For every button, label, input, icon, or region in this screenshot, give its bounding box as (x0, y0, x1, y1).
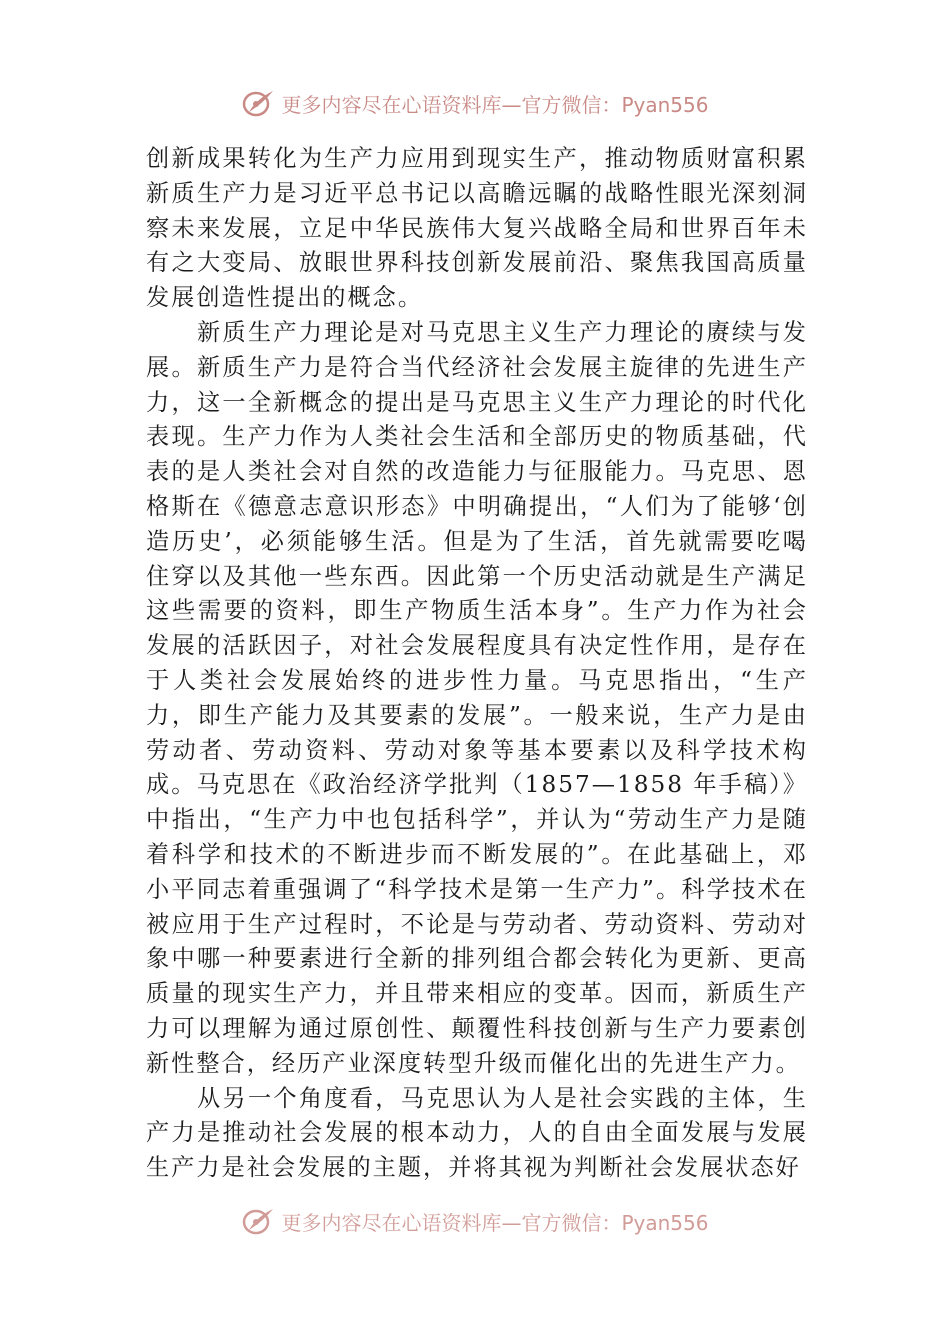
paragraph-2: 新质生产力理论是对马克思主义生产力理论的赓续与发展。新质生产力是符合当代经济社会发展主旋律的先进生产力，这一全新概念的提出是马克思主义生产力理论的时代化表现。生产力作为人类社会生活和全部历史的物质基础，代表的是人类社会对自然的改造能力与征服能力。马克思、恩格斯在《德意志意识形态》中明确提出，“人们为了能够‘创造历史’，必须能够生活。但是为了生活，首先就需要吃喝住穿以及其他一些东西。因此第一个历史活动就是生产满足这些需要的资料，即生产物质生活本身”。生产力作为社会发展的活跃因子，对社会发展程度具有决定性作用，是存在于人类社会发展始终的进步性力量。马克思指出，“生产力，即生产能力及其要素的发展”。一般来说，生产力是由劳动者、劳动资料、劳动对象等基本要素以及科学技术构成。马克思在《政治经济学批判（1857—1858 年手稿）》中指出，“生产力中也包括科学”，并认为“劳动生产力是随着科学和技术的不断进步而不断发展的”。在此基础上，邓小平同志着重强调了“科学技术是第一生产力”。科学技术在被应用于生产过程时，不论是与劳动者、劳动资料、劳动对象中哪一种要素进行全新的排列组合都会转化为更新、更高质量的现实生产力，并且带来相应的变革。因而，新质生产力可以理解为通过原创性、颠覆性科技创新与生产力要素创新性整合，经历产业深度转型升级而催化出的先进生产力。 (146, 318, 808, 1077)
watermark-text: 更多内容尽在心语资料库—官方微信：Pyan556 (281, 1210, 709, 1235)
watermark-text: 更多内容尽在心语资料库—官方微信：Pyan556 (281, 92, 709, 117)
paragraph-3: 从另一个角度看，马克思认为人是社会实践的主体，生产力是推动社会发展的根本动力，人的自由全面发展与发展生产力是社会发展的主题，并将其视为判断社会发展状态好 (146, 1084, 808, 1182)
quill-circle-icon (241, 88, 275, 118)
paragraph-1: 创新成果转化为生产力应用到现实生产，推动物质财富积累新质生产力是习近平总书记以高瞻远瞩的战略性眼光深刻洞察未来发展，立足中华民族伟大复兴战略全局和世界百年未有之大变局、放眼世界科技创新发展前沿、聚焦我国高质量发展创造性提出的概念。 (146, 145, 808, 312)
quill-circle-icon (241, 1206, 275, 1236)
header-watermark (0, 88, 950, 118)
footer-watermark (0, 1206, 950, 1236)
document-body (146, 142, 808, 1186)
